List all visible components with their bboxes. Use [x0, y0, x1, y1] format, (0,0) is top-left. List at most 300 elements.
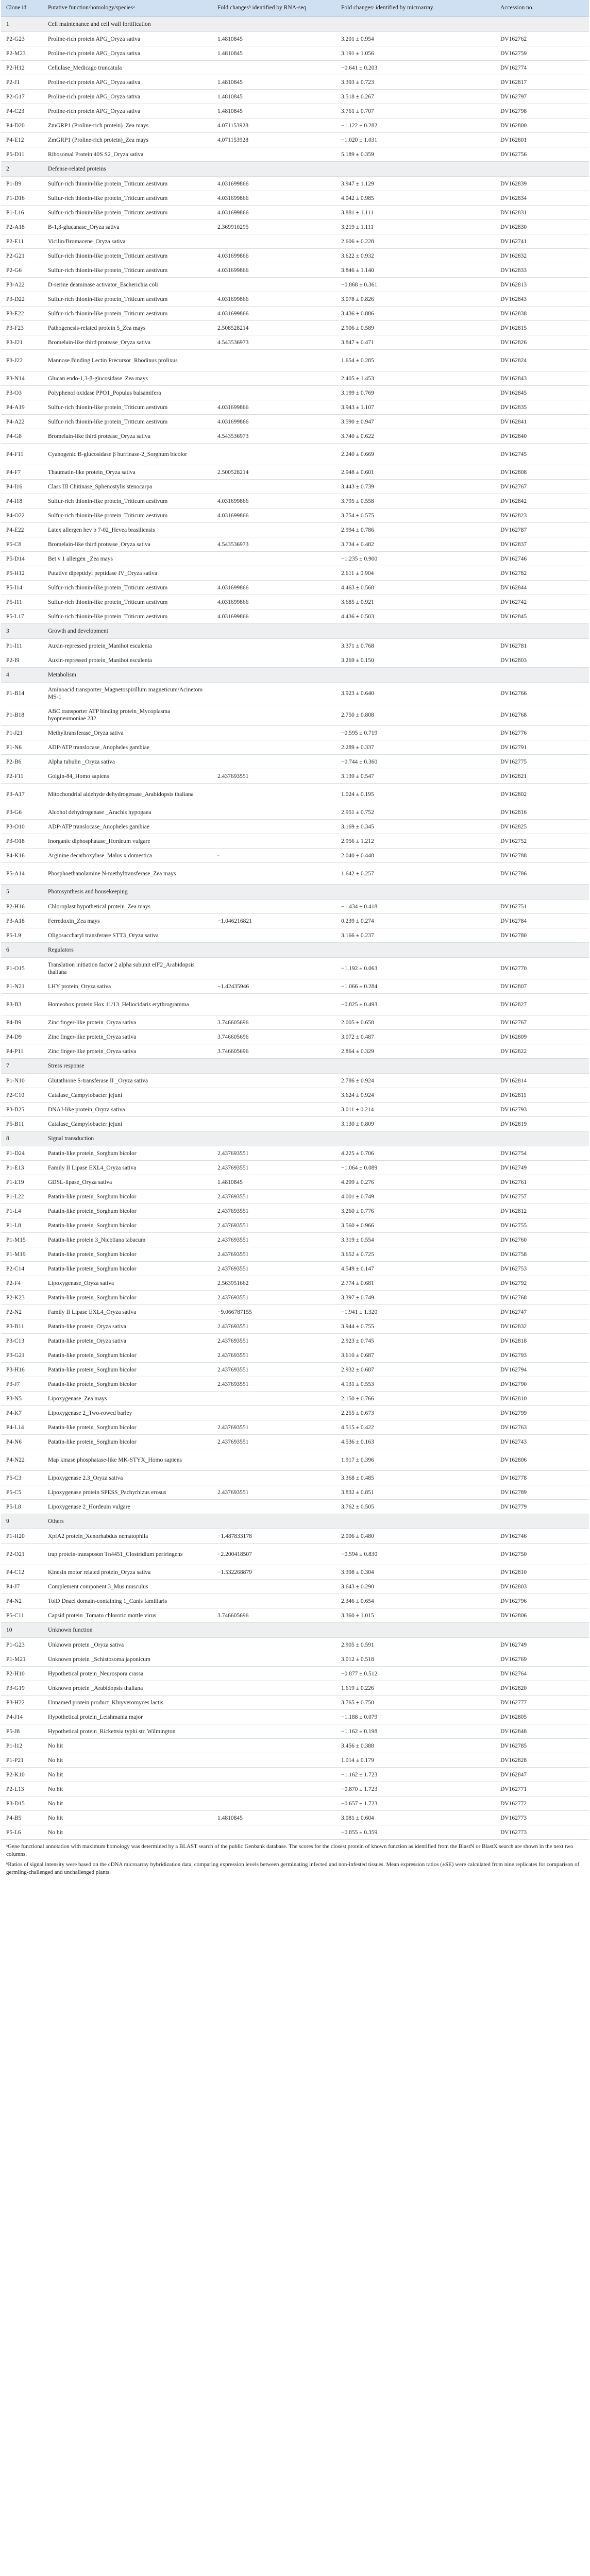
- cell-fold-rnaseq: [212, 371, 336, 386]
- cell-fold-microarray: 4.536 ± 0.163: [336, 1435, 495, 1449]
- section-number: 10: [1, 1623, 43, 1638]
- cell-putative-function: Sulfur-rich thionin-like protein_Triticum aestivum: [43, 509, 212, 523]
- cell-clone-id: P3-O10: [1, 820, 43, 834]
- cell-accession: DV162782: [495, 566, 589, 581]
- cell-fold-microarray: 3.012 ± 0.518: [336, 1652, 495, 1667]
- cell-putative-function: LHY protein_Oryza sativa: [43, 979, 212, 994]
- table-row: [1, 849, 589, 863]
- cell-fold-rnaseq: [212, 147, 336, 162]
- cell-fold-rnaseq: [212, 834, 336, 849]
- cell-putative-function: Family II Lipase EXL4_Oryza sativa: [43, 1305, 212, 1319]
- cell-accession: DV162743: [495, 1435, 589, 1449]
- table-row: [1, 1233, 589, 1247]
- table-body: [1, 17, 589, 1840]
- table-row: [1, 1262, 589, 1276]
- cell-clone-id: P4-P11: [1, 1044, 43, 1059]
- cell-fold-rnaseq: [212, 755, 336, 769]
- cell-fold-microarray: 2.606 ± 0.228: [336, 234, 495, 249]
- cell-clone-id: P2-G6: [1, 263, 43, 278]
- cell-putative-function: Unnamed protein product_Kluyveromyces lactis: [43, 1696, 212, 1710]
- cell-fold-rnaseq: 2.369910295: [212, 220, 336, 234]
- cell-putative-function: ZmGRP1 (Proline-rich protein)_Zea mays: [43, 133, 212, 147]
- cell-fold-rnaseq: −9.066787155: [212, 1305, 336, 1319]
- table-row: [1, 371, 589, 386]
- cell-putative-function: Alcohol dehydrogenase _Arachis hypogaea: [43, 805, 212, 820]
- cell-clone-id: P1-D16: [1, 191, 43, 206]
- cell-fold-rnaseq: [212, 805, 336, 820]
- cell-fold-microarray: 2.951 ± 0.752: [336, 805, 495, 820]
- cell-putative-function: Proline-rich protein APG_Oryza sativa: [43, 32, 212, 46]
- table-row: [1, 1088, 589, 1103]
- section-row: [1, 1623, 589, 1638]
- cell-fold-microarray: −1.064 ± 0.089: [336, 1161, 495, 1175]
- cell-putative-function: Patatin-like protein_Sorghum bicolor: [43, 1262, 212, 1276]
- cell-putative-function: Family II Lipase EXL4_Oryza sativa: [43, 1161, 212, 1175]
- cell-fold-microarray: 4.515 ± 0.422: [336, 1420, 495, 1435]
- section-row: [1, 885, 589, 900]
- cell-clone-id: P5-A14: [1, 863, 43, 885]
- cell-accession: DV162848: [495, 1724, 589, 1739]
- table-row: [1, 1291, 589, 1305]
- cell-clone-id: P1-B9: [1, 177, 43, 191]
- table-row: [1, 263, 589, 278]
- cell-fold-microarray: 2.405 ± 1.453: [336, 371, 495, 386]
- section-title: Regulators: [43, 943, 589, 958]
- cell-putative-function: Vicilin/Bromacene_Oryza sativa: [43, 234, 212, 249]
- table-row: [1, 1667, 589, 1681]
- cell-putative-function: Zinc finger-like protein_Oryza sativa: [43, 1015, 212, 1030]
- cell-fold-microarray: −1.941 ± 1.320: [336, 1305, 495, 1319]
- cell-putative-function: Patatin-like protein_Sorghum bicolor: [43, 1247, 212, 1262]
- cell-fold-rnaseq: [212, 1696, 336, 1710]
- cell-fold-microarray: 1.014 ± 0.179: [336, 1753, 495, 1768]
- cell-fold-rnaseq: 4.031699866: [212, 609, 336, 624]
- cell-accession: DV162815: [495, 321, 589, 335]
- cell-clone-id: P4-C12: [1, 1565, 43, 1580]
- cell-putative-function: ADP/ATP translocase_Anopheles gambiae: [43, 820, 212, 834]
- cell-putative-function: Phosphoethanolamine N-methyltransferase_Zea mays: [43, 863, 212, 885]
- table-row: [1, 1117, 589, 1131]
- cell-accession: DV162820: [495, 1681, 589, 1696]
- cell-clone-id: P4-N6: [1, 1435, 43, 1449]
- table-row: [1, 1782, 589, 1797]
- section-number: 5: [1, 885, 43, 900]
- cell-clone-id: P4-I18: [1, 494, 43, 509]
- cell-accession: DV162796: [495, 1594, 589, 1608]
- cell-putative-function: Chloroplast hypothetical protein_Zea mays: [43, 900, 212, 914]
- cell-fold-microarray: 3.685 ± 0.921: [336, 595, 495, 609]
- cell-fold-rnaseq: [212, 726, 336, 740]
- cell-accession: DV162799: [495, 1406, 589, 1420]
- cell-clone-id: P4-D20: [1, 118, 43, 133]
- table-row: [1, 740, 589, 755]
- cell-fold-rnaseq: 1.4810845: [212, 1811, 336, 1825]
- cell-fold-microarray: 2.923 ± 0.745: [336, 1334, 495, 1348]
- cell-putative-function: Glutathione S-transferase II _Oryza sativa: [43, 1074, 212, 1088]
- table-row: [1, 609, 589, 624]
- table-row: [1, 234, 589, 249]
- cell-putative-function: No hit: [43, 1811, 212, 1825]
- section-number: 3: [1, 624, 43, 639]
- cell-putative-function: No hit: [43, 1825, 212, 1840]
- cell-accession: DV162803: [495, 1580, 589, 1594]
- table-row: [1, 1710, 589, 1724]
- cell-accession: DV162776: [495, 726, 589, 740]
- cell-fold-microarray: 2.289 ± 0.337: [336, 740, 495, 755]
- cell-putative-function: Patatin-like protein_Sorghum bicolor: [43, 1291, 212, 1305]
- section-row: [1, 943, 589, 958]
- cell-putative-function: Patatin-like protein_Oryza sativa: [43, 1319, 212, 1334]
- cell-fold-rnaseq: [212, 1753, 336, 1768]
- cell-putative-function: Patatin-like protein 3_Nicotiana tabacum: [43, 1233, 212, 1247]
- cell-fold-rnaseq: [212, 784, 336, 805]
- cell-fold-rnaseq: 4.031699866: [212, 415, 336, 429]
- cell-fold-rnaseq: [212, 900, 336, 914]
- table-row: [1, 595, 589, 609]
- cell-fold-rnaseq: 2.437693551: [212, 1247, 336, 1262]
- cell-accession: DV162833: [495, 263, 589, 278]
- cell-fold-microarray: 2.005 ± 0.658: [336, 1015, 495, 1030]
- table-row: [1, 581, 589, 595]
- cell-fold-microarray: 3.754 ± 0.575: [336, 509, 495, 523]
- cell-fold-microarray: −0.877 ± 0.512: [336, 1667, 495, 1681]
- cell-fold-rnaseq: [212, 1724, 336, 1739]
- cell-fold-rnaseq: [212, 1638, 336, 1652]
- cell-accession: DV162809: [495, 1030, 589, 1044]
- cell-fold-microarray: 3.847 ± 0.471: [336, 335, 495, 350]
- cell-fold-microarray: 3.360 ± 1.015: [336, 1608, 495, 1623]
- cell-accession: DV162816: [495, 805, 589, 820]
- cell-accession: DV162742: [495, 595, 589, 609]
- section-title: Cell maintenance and cell wall fortification: [43, 17, 589, 32]
- table-row: [1, 1825, 589, 1840]
- table-row: [1, 1392, 589, 1406]
- cell-fold-microarray: 2.786 ± 0.924: [336, 1074, 495, 1088]
- cell-clone-id: P3-J22: [1, 350, 43, 371]
- cell-fold-rnaseq: −1.487833178: [212, 1529, 336, 1544]
- table-row: [1, 805, 589, 820]
- cell-accession: DV162798: [495, 104, 589, 118]
- gene-table: [1, 0, 589, 1840]
- cell-fold-rnaseq: 2.437693551: [212, 1334, 336, 1348]
- cell-accession: DV162778: [495, 1471, 589, 1485]
- cell-putative-function: Aminoacid transporter_Magnetospirillum magneticum/Acinetom MS-1: [43, 683, 212, 704]
- cell-clone-id: P1-L22: [1, 1190, 43, 1204]
- cell-accession: DV162773: [495, 1811, 589, 1825]
- cell-putative-function: D-serine deaminase activator_Escherichia coli: [43, 278, 212, 292]
- cell-putative-function: Zinc finger-like protein_Oryza sativa: [43, 1030, 212, 1044]
- cell-putative-function: Cellulase_Medicago truncatula: [43, 61, 212, 75]
- cell-putative-function: Ribosomal Protein 40S S2_Oryza sativa: [43, 147, 212, 162]
- cell-clone-id: P1-L4: [1, 1204, 43, 1218]
- cell-putative-function: Golgin-84_Homo sapiens: [43, 769, 212, 784]
- cell-putative-function: Sulfur-rich thionin-like protein_Triticum aestivum: [43, 494, 212, 509]
- cell-putative-function: Patatin-like protein_Sorghum bicolor: [43, 1218, 212, 1233]
- cell-clone-id: P1-L16: [1, 206, 43, 220]
- cell-putative-function: Hypothetical protein_Neurospora crassa: [43, 1667, 212, 1681]
- cell-putative-function: Bet v 1 allergen _Zea mays: [43, 552, 212, 566]
- cell-fold-rnaseq: 2.437693551: [212, 1485, 336, 1500]
- cell-accession: DV162770: [495, 958, 589, 979]
- cell-putative-function: Patatin-like protein_Sorghum bicolor: [43, 1377, 212, 1392]
- cell-clone-id: P1-I12: [1, 1739, 43, 1753]
- cell-clone-id: P1-N6: [1, 740, 43, 755]
- table-row: [1, 307, 589, 321]
- cell-fold-microarray: 3.518 ± 0.267: [336, 90, 495, 104]
- cell-accession: DV162810: [495, 1565, 589, 1580]
- table-row: [1, 979, 589, 994]
- cell-fold-rnaseq: -: [212, 849, 336, 863]
- cell-accession: DV162845: [495, 609, 589, 624]
- cell-accession: DV162830: [495, 220, 589, 234]
- table-row: [1, 465, 589, 480]
- cell-accession: DV162768: [495, 704, 589, 726]
- cell-fold-microarray: 3.943 ± 1.107: [336, 400, 495, 415]
- cell-clone-id: P2-C10: [1, 1088, 43, 1103]
- table-row: [1, 1175, 589, 1190]
- cell-fold-rnaseq: [212, 1117, 336, 1131]
- table-row: [1, 900, 589, 914]
- cell-clone-id: P4-C23: [1, 104, 43, 118]
- cell-fold-microarray: 3.130 ± 0.809: [336, 1117, 495, 1131]
- cell-fold-microarray: 3.169 ± 0.345: [336, 820, 495, 834]
- cell-accession: DV162764: [495, 1667, 589, 1681]
- cell-accession: DV162745: [495, 444, 589, 465]
- table-row: [1, 537, 589, 552]
- cell-putative-function: ZmGRP1 (Proline-rich protein)_Zea mays: [43, 118, 212, 133]
- cell-clone-id: P1-B14: [1, 683, 43, 704]
- cell-putative-function: Proline-rich protein APG_Oryza sativa: [43, 46, 212, 61]
- cell-accession: DV162832: [495, 1319, 589, 1334]
- cell-fold-rnaseq: 1.4810845: [212, 75, 336, 90]
- table-row: [1, 863, 589, 885]
- section-title: Signal transduction: [43, 1131, 589, 1146]
- cell-fold-microarray: 3.652 ± 0.725: [336, 1247, 495, 1262]
- cell-clone-id: P4-O22: [1, 509, 43, 523]
- cell-accession: DV162841: [495, 415, 589, 429]
- cell-fold-microarray: 2.994 ± 0.786: [336, 523, 495, 537]
- section-row: [1, 17, 589, 32]
- cell-accession: DV162749: [495, 1638, 589, 1652]
- cell-fold-microarray: 3.260 ± 0.776: [336, 1204, 495, 1218]
- cell-fold-rnaseq: [212, 1768, 336, 1782]
- cell-fold-rnaseq: [212, 653, 336, 668]
- cell-clone-id: P4-B9: [1, 1015, 43, 1030]
- cell-putative-function: ABC transporter ATP binding protein_Mycoplasma hyopneumoniae 232: [43, 704, 212, 726]
- table-row: [1, 566, 589, 581]
- table-row: [1, 914, 589, 928]
- cell-fold-rnaseq: 2.563951662: [212, 1276, 336, 1291]
- cell-clone-id: P4-K16: [1, 849, 43, 863]
- cell-putative-function: Sulfur-rich thionin-like protein_Triticum aestivum: [43, 400, 212, 415]
- cell-fold-microarray: 3.199 ± 0.769: [336, 386, 495, 400]
- cell-fold-rnaseq: 4.543536973: [212, 335, 336, 350]
- cell-clone-id: P4-F7: [1, 465, 43, 480]
- cell-fold-microarray: 3.622 ± 0.932: [336, 249, 495, 263]
- cell-fold-rnaseq: 4.543536973: [212, 537, 336, 552]
- table-row: [1, 523, 589, 537]
- cell-fold-microarray: 4.001 ± 0.749: [336, 1190, 495, 1204]
- table-row: [1, 1724, 589, 1739]
- cell-putative-function: ADP/ATP translocase_Anopheles gambiae: [43, 740, 212, 755]
- cell-putative-function: Inorganic diphosphatase_Hordeum vulgare: [43, 834, 212, 849]
- cell-accession: DV162827: [495, 994, 589, 1015]
- cell-fold-rnaseq: [212, 683, 336, 704]
- cell-clone-id: P1-O15: [1, 958, 43, 979]
- cell-putative-function: Lipoxygenase 2_Two-rowed barley: [43, 1406, 212, 1420]
- cell-fold-microarray: 2.006 ± 0.480: [336, 1529, 495, 1544]
- cell-fold-microarray: 3.139 ± 0.547: [336, 769, 495, 784]
- cell-putative-function: Bromelain-like third protease_Oryza sativa: [43, 537, 212, 552]
- cell-accession: DV162845: [495, 386, 589, 400]
- cell-accession: DV162760: [495, 1233, 589, 1247]
- cell-fold-microarray: 3.881 ± 1.111: [336, 206, 495, 220]
- cell-clone-id: P4-A19: [1, 400, 43, 415]
- cell-clone-id: P1-M19: [1, 1247, 43, 1262]
- table-row: [1, 32, 589, 46]
- cell-fold-microarray: 2.150 ± 0.766: [336, 1392, 495, 1406]
- table-row: [1, 1030, 589, 1044]
- cell-fold-rnaseq: 2.437693551: [212, 1218, 336, 1233]
- cell-accession: DV162763: [495, 1420, 589, 1435]
- cell-putative-function: Lipoxygenase_Zea mays: [43, 1392, 212, 1406]
- cell-accession: DV162791: [495, 740, 589, 755]
- table-row: [1, 75, 589, 90]
- table-row: [1, 494, 589, 509]
- cell-accession: DV162826: [495, 335, 589, 350]
- section-number: 2: [1, 162, 43, 177]
- cell-accession: DV162834: [495, 191, 589, 206]
- cell-fold-rnaseq: 1.4810845: [212, 46, 336, 61]
- cell-fold-microarray: 3.072 ± 0.487: [336, 1030, 495, 1044]
- table-row: [1, 415, 589, 429]
- cell-fold-rnaseq: [212, 1797, 336, 1811]
- cell-accession: DV162792: [495, 1276, 589, 1291]
- cell-accession: DV162812: [495, 1204, 589, 1218]
- table-row: [1, 1319, 589, 1334]
- cell-accession: DV162746: [495, 552, 589, 566]
- cell-fold-microarray: 3.397 ± 0.749: [336, 1291, 495, 1305]
- cell-accession: DV162788: [495, 849, 589, 863]
- cell-clone-id: P3-O3: [1, 386, 43, 400]
- table-row: [1, 1739, 589, 1753]
- cell-fold-microarray: 1.642 ± 0.257: [336, 863, 495, 885]
- cell-clone-id: P2-K10: [1, 1768, 43, 1782]
- cell-putative-function: Oligosaccharyl transferase STT3_Oryza sativa: [43, 928, 212, 943]
- cell-accession: DV162800: [495, 118, 589, 133]
- cell-putative-function: Catalase_Campylobacter jejuni: [43, 1088, 212, 1103]
- cell-putative-function: Pathogenesis-related protein 5_Zea mays: [43, 321, 212, 335]
- table-row: [1, 1797, 589, 1811]
- cell-clone-id: P1-G23: [1, 1638, 43, 1652]
- cell-clone-id: P3-N5: [1, 1392, 43, 1406]
- cell-clone-id: P2-M23: [1, 46, 43, 61]
- cell-clone-id: P1-J21: [1, 726, 43, 740]
- cell-clone-id: P2-K23: [1, 1291, 43, 1305]
- cell-fold-microarray: −0.594 ± 0.830: [336, 1544, 495, 1565]
- table-row: [1, 1074, 589, 1088]
- cell-accession: DV162755: [495, 1218, 589, 1233]
- table-row: [1, 704, 589, 726]
- table-row: [1, 1768, 589, 1782]
- cell-fold-rnaseq: [212, 1782, 336, 1797]
- cell-fold-microarray: 1.917 ± 0.396: [336, 1449, 495, 1471]
- cell-fold-microarray: 3.944 ± 0.755: [336, 1319, 495, 1334]
- table-row: [1, 1348, 589, 1363]
- cell-clone-id: P3-N14: [1, 371, 43, 386]
- cell-fold-microarray: 3.319 ± 0.554: [336, 1233, 495, 1247]
- footnote: ᵇRatios of signal intensity were based on the cDNA microarray hybridization data, comparing expression levels between germinating infected and non-infested tissues. Mean expression ratios (±SE) were calculated from nine replicates for comparison of germling-challenged and unchallenged plants.: [6, 1861, 580, 1875]
- cell-fold-microarray: 2.611 ± 0.904: [336, 566, 495, 581]
- cell-accession: DV162847: [495, 1768, 589, 1782]
- cell-clone-id: P5-C8: [1, 537, 43, 552]
- cell-fold-rnaseq: 2.437693551: [212, 1420, 336, 1435]
- cell-fold-microarray: 4.549 ± 0.147: [336, 1262, 495, 1276]
- cell-fold-rnaseq: 4.031699866: [212, 595, 336, 609]
- cell-fold-rnaseq: 2.500528214: [212, 465, 336, 480]
- cell-clone-id: P4-J14: [1, 1710, 43, 1724]
- section-number: 9: [1, 1514, 43, 1529]
- cell-fold-rnaseq: [212, 1667, 336, 1681]
- table-row: [1, 147, 589, 162]
- cell-putative-function: Sulfur-rich thionin-like protein_Triticum aestivum: [43, 307, 212, 321]
- table-row: [1, 1580, 589, 1594]
- cell-fold-rnaseq: −1.046216821: [212, 914, 336, 928]
- cell-clone-id: P1-E19: [1, 1175, 43, 1190]
- table-row: [1, 820, 589, 834]
- cell-accession: DV162842: [495, 494, 589, 509]
- table-row: [1, 104, 589, 118]
- cell-fold-rnaseq: [212, 1088, 336, 1103]
- cell-fold-microarray: 4.299 ± 0.276: [336, 1175, 495, 1190]
- cell-fold-rnaseq: −2.200418507: [212, 1544, 336, 1565]
- cell-accession: DV162762: [495, 32, 589, 46]
- table-row: [1, 639, 589, 653]
- cell-accession: DV162794: [495, 1363, 589, 1377]
- cell-fold-rnaseq: [212, 1580, 336, 1594]
- cell-accession: DV162784: [495, 914, 589, 928]
- cell-fold-rnaseq: 2.437693551: [212, 1435, 336, 1449]
- cell-fold-rnaseq: 4.071153928: [212, 133, 336, 147]
- cell-accession: DV162786: [495, 863, 589, 885]
- cell-putative-function: trap protein-transposon Tn4451_Clostridium perfringens: [43, 1544, 212, 1565]
- cell-fold-rnaseq: 4.031699866: [212, 509, 336, 523]
- section-number: 1: [1, 17, 43, 32]
- cell-clone-id: P2-H12: [1, 61, 43, 75]
- cell-fold-microarray: 1.024 ± 0.195: [336, 784, 495, 805]
- cell-accession: DV162768: [495, 1291, 589, 1305]
- cell-putative-function: Methyltransferase_Oryza sativa: [43, 726, 212, 740]
- cell-clone-id: P1-N21: [1, 979, 43, 994]
- table-row: [1, 834, 589, 849]
- cell-fold-microarray: 0.239 ± 0.274: [336, 914, 495, 928]
- table-row: [1, 1015, 589, 1030]
- cell-putative-function: Patatin-like protein_Sorghum bicolor: [43, 1204, 212, 1218]
- table-row: [1, 1377, 589, 1392]
- cell-fold-microarray: 3.166 ± 0.237: [336, 928, 495, 943]
- table-header-row: [1, 0, 589, 17]
- cell-fold-microarray: 3.560 ± 0.966: [336, 1218, 495, 1233]
- cell-accession: DV162811: [495, 1088, 589, 1103]
- cell-putative-function: Lipoxygenase protein SPESS_Pachyrhizus erosus: [43, 1485, 212, 1500]
- cell-fold-microarray: 3.590 ± 0.947: [336, 415, 495, 429]
- cell-putative-function: Sulfur-rich thionin-like protein_Triticum aestivum: [43, 609, 212, 624]
- cell-putative-function: Alpha tubulin _Oryza sativa: [43, 755, 212, 769]
- cell-accession: DV162832: [495, 249, 589, 263]
- cell-putative-function: No hit: [43, 1782, 212, 1797]
- section-title: Stress response: [43, 1059, 589, 1074]
- cell-accession: DV162793: [495, 1103, 589, 1117]
